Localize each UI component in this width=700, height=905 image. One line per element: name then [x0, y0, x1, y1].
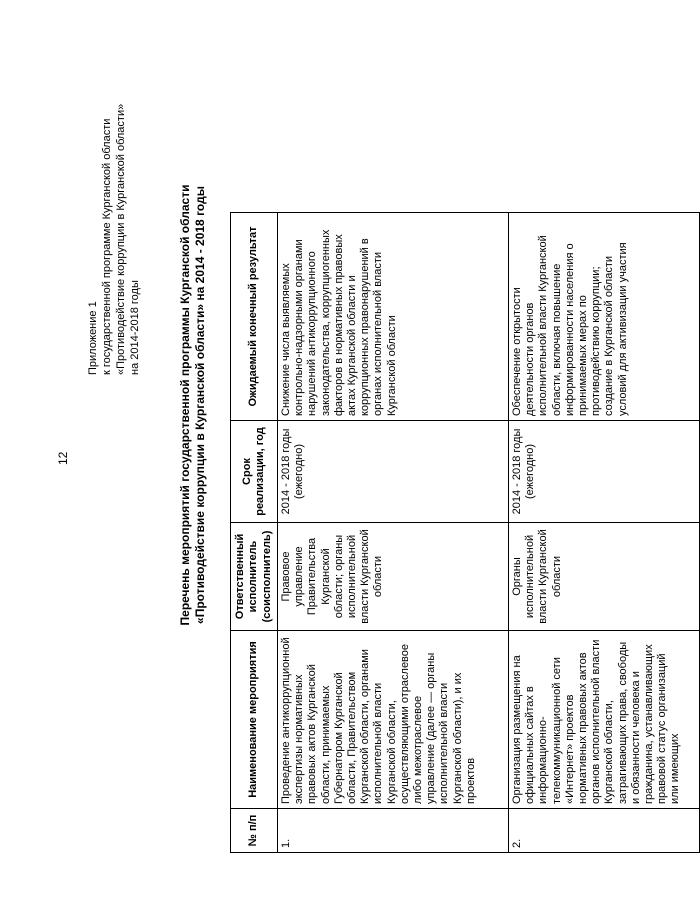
cell-executor: Органы исполнительной власти Курганской области: [509, 523, 700, 631]
header-result: Ожидаемый конечный результат: [231, 213, 278, 421]
page-number: 12: [56, 451, 70, 465]
cell-name: Организация размещения на официальных сайтах в информационно-телекоммуникационной сети «Интернет» проектов нормативных правовых актов органов исполнительной власти Курганской области, затрагивающих права, свободы и обязанности человека и гражданина, устанавливающих правовой статус организаций или имеющих: [509, 631, 700, 809]
cell-name: Проведение антикоррупционной экспертизы нормативных правовых актов Курганской области, принимаемых Губернатором Курганской области, Правительством Курганской области, органами исполнительной власти Курганской области, осуществляющими отраслевое либо межотраслевое управление (далее — органы исполнительной власти Курганской области), и их проектов: [278, 631, 509, 809]
header-term: Срок реализации, год: [231, 421, 278, 523]
cell-result: Снижение числа выявляемых контрольно-надзорными органами нарушений антикоррупционного законодательства, коррупциогенных факторов в нормативных правовых актах Курганской области и коррупционных правонарушений в органах исполнительной власти Курганской области: [278, 213, 509, 421]
header-name: Наименование мероприятия: [231, 631, 278, 809]
table-row: [509, 213, 700, 853]
header-num: № п/п: [231, 809, 278, 853]
table-header-row: [231, 213, 278, 853]
cell-num: 1.: [278, 809, 509, 853]
appendix-line: Приложение 1: [87, 301, 99, 375]
table-row: [278, 213, 509, 853]
header-executor: Ответственный исполнитель (соисполнитель): [231, 523, 278, 631]
cell-result: Обеспечение открытости деятельности органов исполнительной власти Курганской области, включая повышение информированности населения о принимаемых мерах по противодействию коррупции; создание в Курганской области условий для активизации участия: [509, 213, 700, 421]
appendix-line: «Противодействие коррупции в Курганской области»: [115, 103, 127, 375]
document-title: [178, 135, 208, 675]
cell-term: 2014 - 2018 годы (ежегодно): [278, 421, 509, 523]
appendix-note: [86, 104, 142, 375]
cell-executor: Правовое управление Правительства Курганской области; органы исполнительной власти Курганской области: [278, 523, 509, 631]
appendix-line: к государственной программе Курганской области: [101, 118, 113, 375]
title-line: «Противодействие коррупции в Курганской области» на 2014 - 2018 годы: [193, 186, 207, 624]
cell-num: 2.: [509, 809, 700, 853]
cell-term: 2014 - 2018 годы (ежегодно): [509, 421, 700, 523]
appendix-line: на 2014-2018 годы: [129, 280, 141, 375]
measures-table: [230, 212, 700, 853]
title-line: Перечень мероприятий государственной программы Курганской области: [178, 184, 192, 626]
